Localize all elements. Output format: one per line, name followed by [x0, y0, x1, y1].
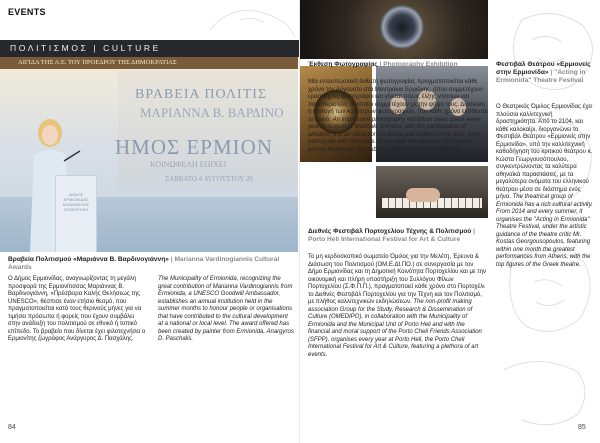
backdrop-line-3: ΗΜΟΣ ΕΡΜΙΟΝ	[115, 135, 273, 159]
theatre-heading	[496, 61, 594, 85]
lectern-text: ΔΗΜΟΣ ΕΡΜΙΟΝΙΔΑΣ ΚΟΙΝΩΦΕΛΗΣ ΕΠΙΧΕΙΡΗΣΗ	[62, 192, 90, 212]
page-number-left: 84	[8, 424, 16, 431]
photography-body-gr: Μία ενταυπωσιακή έκθεση φωτογραφίας πραγματοποιείται κάθε χρόνο τον Αύγουστο στα Μαντράκια Ερμιόνης, όπου συμμετέχουν ερασιτέχνες φωτογράφοι και γίνεται πόλος έλξης ντόπιων και παραθεριστών, οι οποίοι συμμετέχουν με την ψήφο τους. Δώσκολη η επιλογή των καλύτερων φωτογραφιών, που κάθε χρόνο εκτίθενται το κοινό.	[308, 79, 488, 123]
porto-heli-title-gr: Διεθνές Φεστιβάλ Πορτοχελίου Τέχνης & Πολιτισμού	[308, 228, 472, 235]
pianist-hand	[406, 188, 440, 202]
page-number-right: 85	[578, 424, 586, 431]
awards-title-sep: |	[170, 256, 175, 263]
photography-title-gr: Έκθεση Φωτογραφίας	[308, 61, 378, 68]
awards-body-en: The Municipality of Ermionida, recognizing the great contribution of Marianna Vardinogiannis from Ermionida, a UNESCO Goodwill Ambassador, establishes an annual institution held in the summer months to honour people or organisations that have contributed to the cultural development at a national or local level. The award offered has been created by painter from Ermionida, Anargyros D. Paschalis.	[158, 276, 294, 342]
porto-heli-heading	[308, 228, 488, 244]
piano-photo	[376, 166, 488, 218]
award-ceremony-photo	[0, 57, 298, 252]
photography-heading	[308, 61, 488, 69]
photography-title-en: Photography Exhibition	[383, 61, 458, 68]
porto-heli-body-gr: Το μη κερδοσκοπικό σωματείο Όμιλος για την Μελέτη, Έρευνα & Διάσωση του Πολιτισμού (ΟΜ.Ε.ΔΙ.ΠΟ.) σε συνεργασία με τον Δήμο Ερμιονίδας και τη Δημοτική Κοινότητα Πορτοχελίου και με την οικονομική και πλήρη υποστήριξη του Συλλόγου Φίλων Πορτοχελίου (Σ.Φ.Π.Π.), πραγματοποιεί κάθε χρόνο στο Πορτοχέλι το Διεθνές Φεστιβάλ Πορτοχελίου για την Τέχνη και τον Πολιτισμό, με πλήθος καλλιτεχνικών εκδηλώσεων.	[308, 254, 487, 305]
porto-heli-body	[308, 254, 488, 359]
photography-body-en: An impressive photography exhibition takes place every year in August at Mantraki, Ermioni, with the participation of amateur. It is an attraction for locals and visitors in the area, who participate with their vote. Every year the selection of the best photos impresses the public, making the decision difficult.	[308, 116, 481, 153]
photography-body	[308, 79, 488, 154]
porto-heli-title-sep: |	[473, 228, 475, 235]
awards-body-gr: Ο Δήμος Ερμιονίδας, αναγνωρίζοντας τη μεγάλη προσφορά της Ερμιονίτισσας Μαριάννας Β. Βαρδινογιάννη, «Πρέσβειρα Καλής Θελήσεως της UNESCO», θέσπισε έναν ετήσιο θεσμό, που πραγματοποιείται κατά τους θερινούς μήνες για να τιμήσει πρόσωπα ή φορείς που έχουν συμβάλει στην ανάδειξη του πολιτισμού σε εθνικό ή τοπικό επίπεδο. Το βραβείο που δίνεται έχει φιλοτεχνήσει ο Ερμιονίτης ζωγράφος Ανάργυρος Δ. Πασχάλης.	[8, 276, 146, 342]
porto-heli-title-en: Porto Heli International Festival for Art & Culture	[308, 236, 461, 243]
backdrop-line-4: ΚΟΙΝΩΦΕΛΗ ΕΠΙΧΕΙ	[150, 160, 227, 169]
photography-title-sep: |	[379, 61, 384, 68]
decorative-line-art-left	[200, 0, 299, 40]
theatre-body-en: The theatrical group of Ermionida has a rich cultural activity. From 2014 and every summer, it organises the "Acting in Ermionida" Theatre Festival, under the artistic guidance of the theatre critic Mr. Kostas Georgousopoulos, featuring within one month the greatest performances from Athens, with the top figures of the Greek theatre.	[496, 194, 593, 268]
section-title: EVENTS	[8, 7, 46, 17]
awards-heading	[8, 256, 293, 272]
awards-title-gr: Βραβεία Πολιτισμού «Μαριάννα Β. Βαρδινογιάννη»	[8, 256, 169, 263]
theatre-body-gr: Ο Θεατρικός Όμιλος Ερμιονίδας έχει πλούσια καλλιτεχνική δραστηριότητα. Από το 2104, και κάθε καλοκαίρι, διοργανώνει το Φεστιβάλ Θεάτρου «Ερμιονείς στην Ερμιονίδα», υπό την καλλιτεχνική καθοδήγηση του κριτικού θεάτρου κ. Κώστα Γεωργουσόπουλου, συγκεντρώνοντας τα καλύτερα αθηναϊκά παραστάσεις, με τα μεγαλύτερα ονόματα του ελληνικού θεάτρου μέσα σε διάστημα ενός μήνα.	[496, 104, 593, 200]
theatre-title-sep: |	[550, 69, 555, 76]
ceremony-stripe	[0, 57, 298, 69]
lectern	[55, 175, 97, 252]
backdrop-line-5: ΣΑΒΒΑΤΟ 4 ΑΥΓΟΥΣΤΟΥ 20	[165, 175, 253, 183]
lens-shape	[380, 5, 424, 49]
theatre-title-gr: Φεστιβάλ Θεάτρου «Ερμιονείς στην Ερμιονίδα»	[496, 61, 591, 76]
backdrop-line-1: ΒΡΑΒΕΙΑ ΠΟΛΙΤΙΣ	[135, 87, 268, 102]
theatre-body	[496, 104, 594, 269]
camera-lens-photo	[300, 0, 488, 59]
theatre-title-en: "Acting in Ermionida" Theatre Festival	[496, 69, 586, 84]
awards-title-en: Marianna Vardinogiannis Cultural Awards	[8, 256, 280, 271]
banner-label: ΠΟΛΙΤΙΣΜΟΣ | CULTURE	[10, 43, 161, 53]
culture-banner	[0, 40, 299, 57]
porto-heli-body-en: The non-profit making association Group for the Study, Research & Dissemination of Culture (OMEDIPO), in collaboration with the Municipality of Ermionida and the Municipal Unit of Porto Heli and with the financial and moral support of the Porto Cheli Friends Association (SFPP), organises every year at Porto Heli, the Porto Cheli International Festival for Art & Culture, featuring a plethora of art events.	[308, 299, 482, 358]
stripe-text: ΑΙΓΙΔΑ ΤΗΣ Α.Ε. ΤΟΥ ΠΡΟΕΔΡΟΥ ΤΗΣ ΔΗΜΟΚΡΑΤΙΑΣ	[18, 59, 177, 66]
backdrop-line-2: ΜΑΡΙΑΝΝΑ Β. ΒΑΡΔΙΝΟ	[140, 105, 284, 120]
